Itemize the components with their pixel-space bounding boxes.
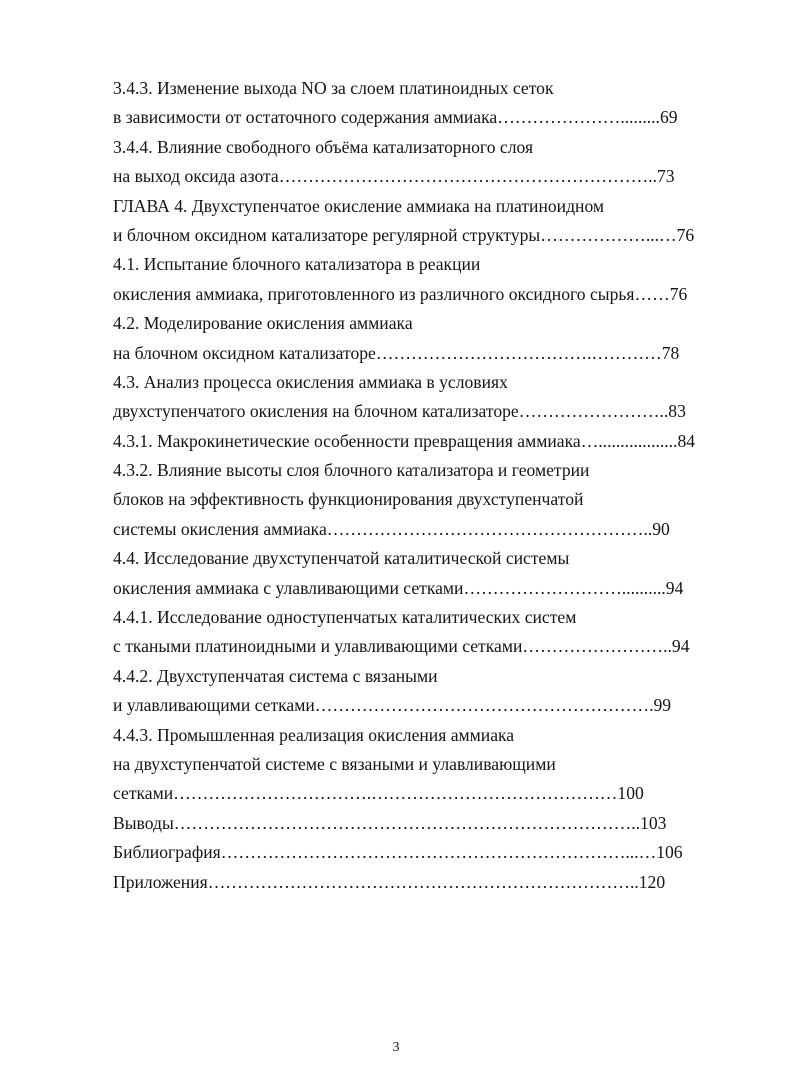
toc-line: окисления аммиака с улавливающими сетками………………………..........94 (113, 577, 684, 598)
toc-line: сетками…………………………….……………………………………100 (113, 783, 644, 804)
toc-line: и блочном оксидном катализаторе регулярной структуры………………...…76 (113, 224, 695, 245)
toc-line: 4.4.3. Промышленная реализация окисления аммиака (113, 724, 515, 745)
toc-line: 4.3.2. Влияние высоты слоя блочного катализатора и геометрии (113, 460, 590, 481)
toc-line: 4.4.1. Исследование одноступенчатых каталитических систем (113, 607, 577, 628)
toc-line: с ткаными платиноидными и улавливающими сетками……………………..94 (113, 636, 690, 657)
toc-line: двухступенчатого окисления на блочном катализаторе……………………..83 (113, 401, 686, 422)
toc-line: 4.4. Исследование двухступенчатой каталитической системы (113, 548, 570, 569)
toc-line: системы окисления аммиака………………………………………………..90 (113, 518, 670, 539)
toc-line: 4.1. Испытание блочного катализатора в реакции (113, 254, 481, 275)
toc-line: на двухступенчатой системе с вязаными и улавливающими (113, 753, 556, 774)
toc-line: Приложения………………………………………………………………..120 (113, 871, 666, 892)
toc-line: на блочном оксидном катализаторе……………………………….…………78 (113, 342, 680, 363)
toc-line: 4.3.1. Макрокинетические особенности превращения аммиака…..................84 (113, 430, 696, 451)
toc-line: 4.3. Анализ процесса окисления аммиака в условиях (113, 371, 508, 392)
toc-line: 4.2. Моделирование окисления аммиака (113, 313, 413, 334)
toc-line: Выводы……………………………………………………………………..103 (113, 812, 667, 833)
table-of-contents (113, 74, 733, 897)
toc-line: ГЛАВА 4. Двухступенчатое окисление аммиака на платиноидном (113, 195, 605, 216)
toc-line: 3.4.3. Изменение выхода NO за слоем платиноидных сеток (113, 78, 554, 98)
toc-line: и улавливающими сетками………………………………………………….99 (113, 695, 672, 716)
toc-line: в зависимости от остаточного содержания аммиака………………….........69 (113, 107, 678, 128)
toc-line: Библиография……………………………………………………………...…106 (113, 842, 683, 863)
toc-line: 3.4.4. Влияние свободного объёма катализаторного слоя (113, 136, 534, 157)
toc-line: окисления аммиака, приготовленного из различного оксидного сырья……76 (113, 283, 688, 304)
toc-line: на выход оксида азота………………………………………………………..73 (113, 166, 675, 187)
page-number: 3 (392, 1040, 400, 1055)
toc-line: блоков на эффективность функционирования двухступенчатой (113, 489, 584, 510)
toc-line: 4.4.2. Двухступенчатая система с вязаными (113, 665, 438, 686)
